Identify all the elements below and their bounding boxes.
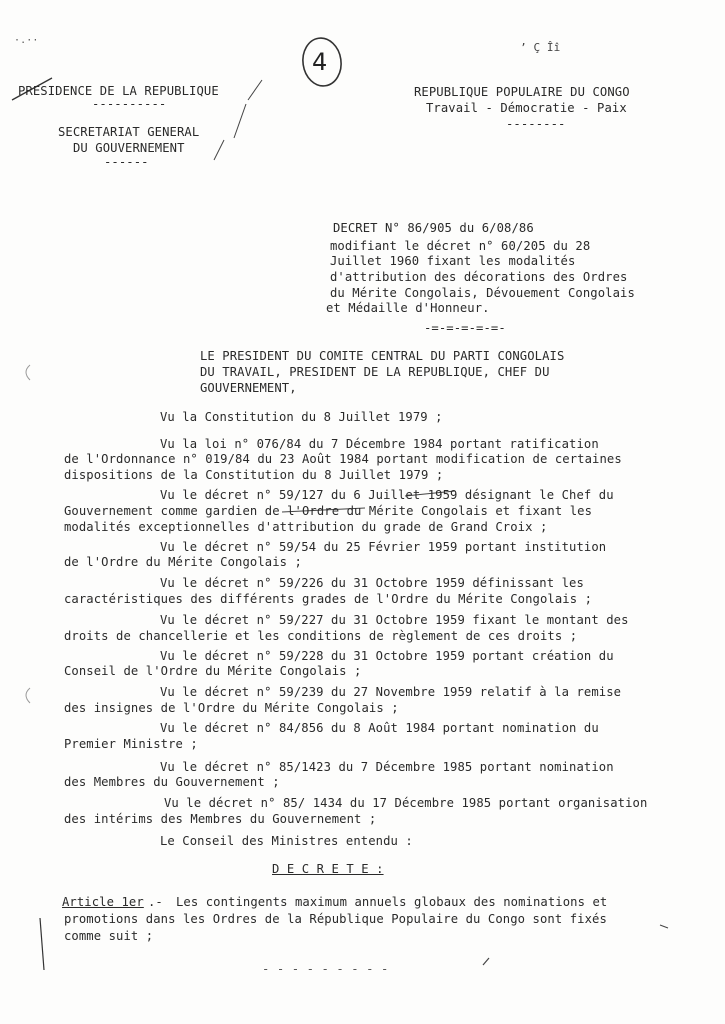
slash-mark-3 — [214, 140, 224, 160]
decree-title-line: du Mérite Congolais, Dévouement Congolais — [330, 286, 635, 300]
president-line: LE PRESIDENT DU COMITE CENTRAL DU PARTI CONGOLAIS — [200, 349, 565, 363]
decree-separator: -=-=-=-=-=- — [424, 321, 506, 335]
consideration-line: Vu le décret n° 59/239 du 27 Novembre 1959 relatif à la remise — [160, 685, 622, 699]
decree-title-line: et Médaille d'Honneur. — [326, 301, 490, 315]
margin-arc-2 — [26, 688, 30, 703]
decree-title-line: modifiant le décret n° 60/205 du 28 — [330, 239, 591, 253]
decree-number: DECRET N° 86/905 du 6/08/86 — [333, 221, 534, 235]
consideration-line: des intérims des Membres du Gouvernement ; — [64, 812, 377, 826]
slash-mark-2 — [234, 104, 246, 138]
margin-arc — [26, 365, 30, 380]
republic-motto: Travail - Démocratie - Paix — [426, 101, 627, 115]
issuer-line-2: SECRETARIAT GENERAL — [58, 125, 200, 139]
consideration-line: de l'Ordonnance n° 019/84 du 23 Août 1984 portant modification de certaines — [64, 452, 622, 466]
issuer-line-3: DU GOUVERNEMENT — [73, 141, 185, 155]
consideration-line: Vu la loi n° 076/84 du 7 Décembre 1984 portant ratification — [160, 437, 599, 451]
page-number: 4 — [312, 48, 328, 76]
consideration-line: Vu le décret n° 59/127 du 6 Juillet 1959 désignant le Chef du — [160, 488, 614, 502]
consideration-line: Vu le décret n° 85/ 1434 du 17 Décembre 1985 portant organisation — [164, 796, 648, 810]
republic-dashes: -------- — [506, 117, 566, 131]
consideration-line: Conseil de l'Ordre du Mérite Congolais ; — [64, 664, 362, 678]
consideration-line: Vu le décret n° 85/1423 du 7 Décembre 1985 portant nomination — [160, 760, 614, 774]
consideration-line: caractéristiques des différents grades de l'Ordre du Mérite Congolais ; — [64, 592, 593, 606]
consideration-line: des Membres du Gouvernement ; — [64, 775, 280, 789]
scribble-mark — [660, 925, 668, 928]
consideration-line: droits de chancellerie et les conditions de règlement de ces droits ; — [64, 629, 578, 643]
president-line: GOUVERNEMENT, — [200, 381, 297, 395]
consideration-line: Gouvernement comme gardien de l'Ordre du Mérite Congolais et fixant les — [64, 504, 593, 518]
consideration-line: modalités exceptionnelles d'attribution du grade de Grand Croix ; — [64, 520, 548, 534]
consideration-line: Vu le décret n° 59/54 du 25 Février 1959 portant institution — [160, 540, 607, 554]
scribble-mark-2 — [483, 958, 489, 965]
article-line: promotions dans les Ordres de la République Populaire du Congo sont fixés — [64, 912, 607, 926]
republic-name: REPUBLIQUE POPULAIRE DU CONGO — [414, 85, 630, 99]
consideration-line: Le Conseil des Ministres entendu : — [160, 834, 413, 848]
consideration-line: Premier Ministre ; — [64, 737, 198, 751]
consideration-line: Vu le décret n° 59/226 du 31 Octobre 1959 définissant les — [160, 576, 584, 590]
issuer-dashes-1: ---------- — [92, 97, 167, 111]
consideration-line: Vu le décret n° 59/227 du 31 Octobre 1959 fixant le montant des — [160, 613, 629, 627]
decree-title-line: Juillet 1960 fixant les modalités — [330, 254, 576, 268]
consideration-line: Vu le décret n° 84/856 du 8 Août 1984 portant nomination du — [160, 721, 599, 735]
decree-title-line: d'attribution des décorations des Ordres — [330, 270, 628, 284]
article-separator: .- — [148, 895, 163, 909]
issuer-dashes-2: ------ — [104, 155, 149, 169]
footer-dashes: - - - - - - - - - — [262, 962, 389, 976]
issuer-line-1: PRESIDENCE DE LA REPUBLIQUE — [18, 84, 219, 98]
article-line: Les contingents maximum annuels globaux des nominations et — [176, 895, 608, 909]
top-right-mark: ’ Ç Îî — [520, 41, 561, 54]
article-label: Article 1er — [62, 895, 144, 909]
article-line: comme suit ; — [64, 929, 154, 943]
margin-line — [40, 918, 44, 970]
corner-mark: ·.·· — [14, 35, 39, 46]
consideration-line: Vu le décret n° 59/228 du 31 Octobre 1959 portant création du — [160, 649, 614, 663]
president-line: DU TRAVAIL, PRESIDENT DE LA REPUBLIQUE, CHEF DU — [200, 365, 550, 379]
slash-mark-1 — [248, 80, 262, 100]
consideration-line: de l'Ordre du Mérite Congolais ; — [64, 555, 302, 569]
consideration-line: dispositions de la Constitution du 8 Juillet 1979 ; — [64, 468, 444, 482]
decrete-heading: D E C R E T E : — [272, 862, 384, 876]
consideration-line: des insignes de l'Ordre du Mérite Congolais ; — [64, 701, 399, 715]
consideration-line: Vu la Constitution du 8 Juillet 1979 ; — [160, 410, 443, 424]
